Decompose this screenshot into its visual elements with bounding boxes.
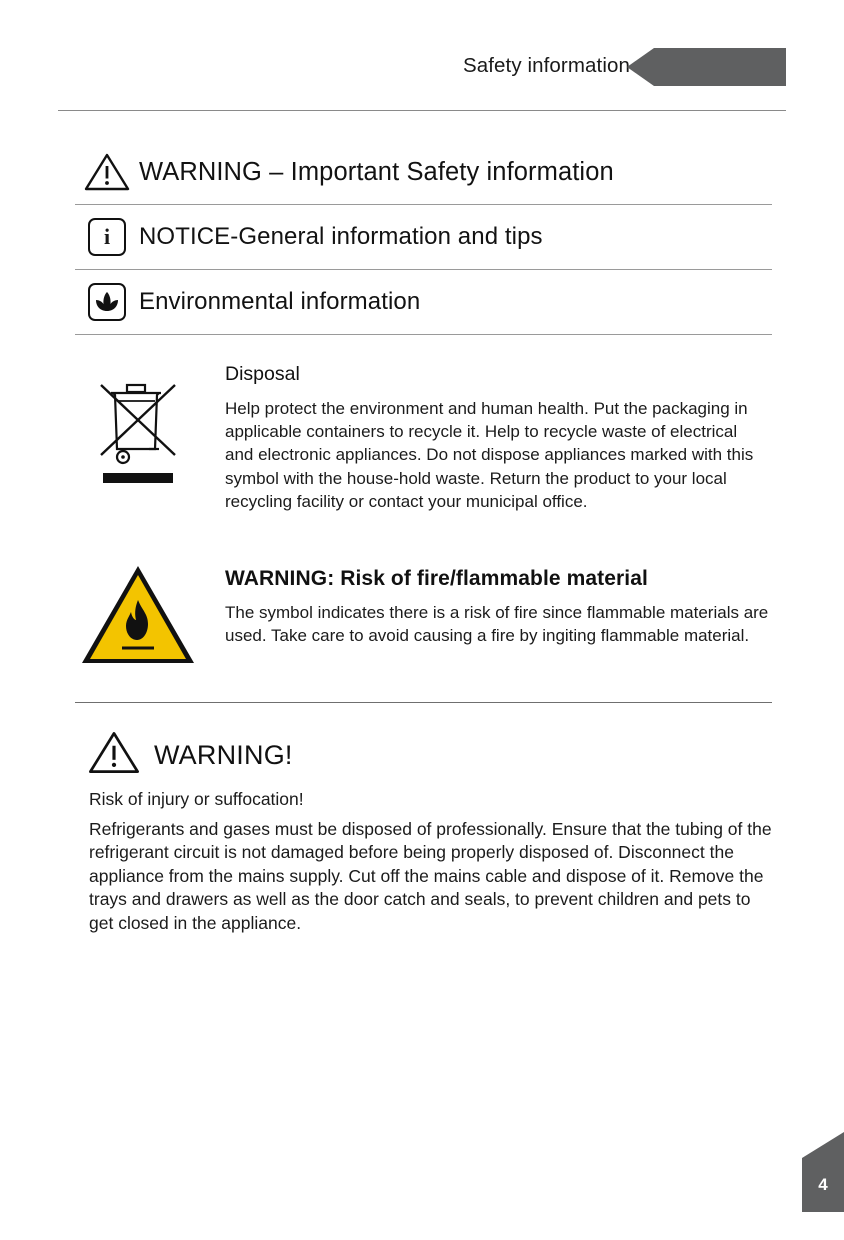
warning-triangle-icon bbox=[75, 152, 139, 192]
big-warning-block bbox=[88, 725, 788, 933]
warning-triangle-icon bbox=[88, 730, 154, 780]
legend-row-notice bbox=[75, 205, 772, 270]
legend-row-warning bbox=[75, 140, 772, 205]
environment-leaf-icon bbox=[75, 283, 139, 321]
legend-list bbox=[75, 140, 772, 335]
big-warning-subtitle: Risk of injury or suffocation! bbox=[89, 789, 304, 809]
page-number: 4 bbox=[818, 1175, 828, 1194]
legend-label-notice: NOTICE-General information and tips bbox=[139, 223, 543, 250]
legend-label-warning: WARNING – Important Safety information bbox=[139, 157, 614, 186]
disposal-body: Help protect the environment and human health. Put the packaging in applicable containers to recycle it. Help to recycle waste of electrical and electronic appliances. Do not dispose appliances marked with this symbol with the house-hold waste. Return the product to your local recycling facility or contact your municipal office. bbox=[225, 399, 754, 511]
info-box-icon bbox=[75, 218, 139, 256]
fire-warning-title: WARNING: Risk of fire/flammable material bbox=[225, 567, 648, 590]
big-warning-title: WARNING! bbox=[154, 739, 293, 770]
flammable-material-warning-icon bbox=[78, 562, 198, 668]
section-tab bbox=[654, 48, 786, 86]
header-divider bbox=[58, 110, 786, 111]
legend-row-environment bbox=[75, 270, 772, 335]
page-tab-arrow-icon bbox=[802, 1132, 844, 1158]
big-warning-header bbox=[88, 725, 788, 785]
legend-label-environment: Environmental information bbox=[139, 288, 421, 315]
page-title: Safety information bbox=[462, 54, 630, 77]
page-header bbox=[0, 48, 844, 92]
section-tab-arrow-icon bbox=[627, 48, 654, 86]
disposal-title: Disposal bbox=[225, 363, 300, 385]
info-letter-i: i bbox=[103, 224, 111, 249]
big-warning-body: Refrigerants and gases must be disposed of professionally. Ensure that the tubing of the refrigerant circuit is not damaged before being properly disposed of. Disconnect the appliance from the mains supply. Cut off the mains cable and dispose of it. Remove the trays and drawers as well as the door catch and seals, to prevent children and pets to get closed in the appliance. bbox=[89, 819, 772, 933]
section-divider bbox=[75, 702, 772, 703]
fire-warning-body: The symbol indicates there is a risk of fire since flammable materials are used. Take care to avoid causing a fire by ingiting flammable material. bbox=[225, 603, 769, 646]
crossed-out-wheelie-bin-icon bbox=[93, 371, 189, 491]
page-number-tab bbox=[802, 1158, 844, 1212]
